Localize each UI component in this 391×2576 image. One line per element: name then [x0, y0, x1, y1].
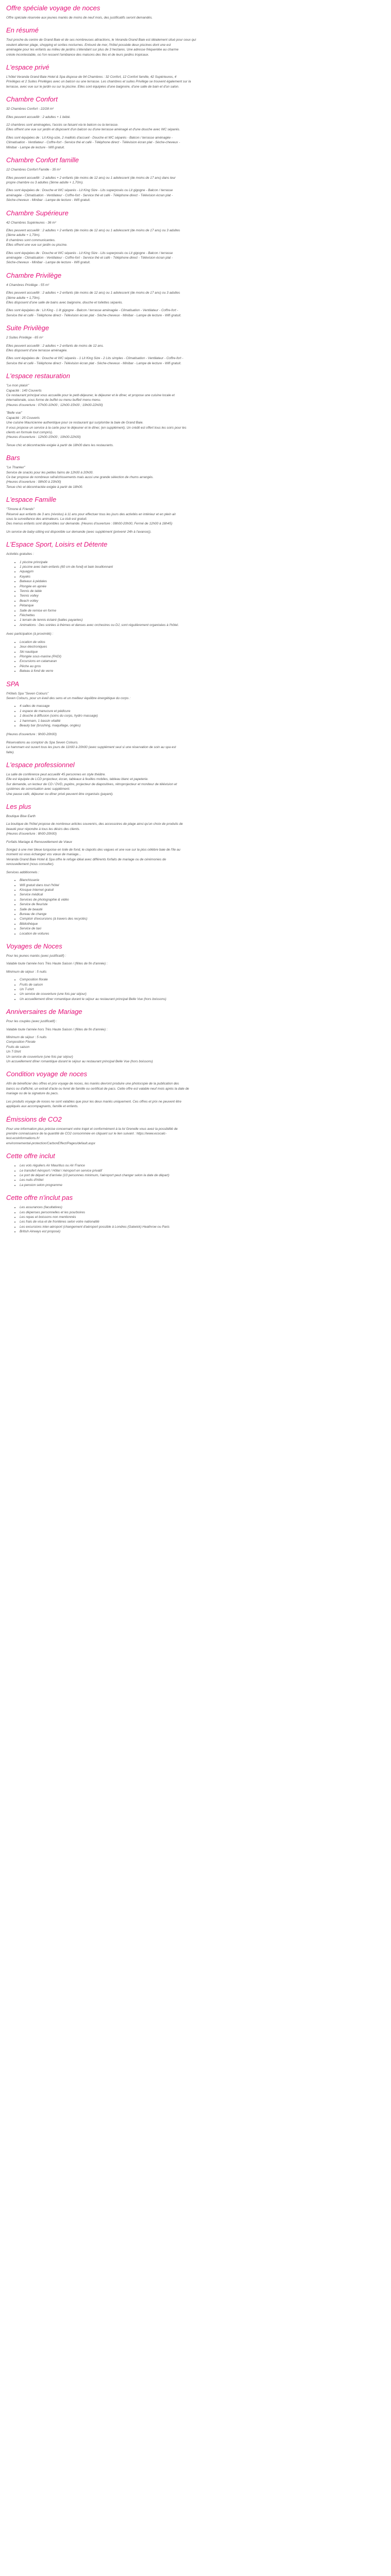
- list-item: • Plongée en apnée: [20, 584, 385, 589]
- section-title: L'espace restauration: [6, 372, 70, 380]
- section-title: Bars: [6, 454, 20, 462]
- section-title: Émissions de CO2: [6, 1115, 62, 1123]
- text-line: Sèche-cheveux - Minibar - Lampe de lecture - Wifi gratuit.: [6, 261, 91, 265]
- section-title: Voyages de Noces: [6, 942, 62, 950]
- list-item: • Kayaks: [20, 574, 385, 579]
- paragraph: [6, 632, 385, 636]
- paragraph: [6, 251, 385, 265]
- list-item: • Pétanque: [20, 603, 385, 608]
- paragraph: [6, 335, 385, 340]
- text-line: (Heures d'ouverture : 9h00-20h00): [6, 733, 57, 737]
- text-line: systèmes de sonorisation avec supplément.: [6, 787, 70, 791]
- text-line: (3ème adulte + 1,70m).: [6, 233, 41, 238]
- text-line: Elles offrent une vue sur jardin et disposent d'un balcon ou d'une terrasse aménagé et d'une douche avec WC séparés.: [6, 128, 181, 132]
- list-item: • 1 piscine principale: [20, 560, 385, 565]
- text-line: "Le mon plaisir": [6, 384, 29, 388]
- paragraph: [6, 822, 385, 836]
- text-line: environnemental-protection/CarbonEffect/Pages/default.aspx: [6, 1141, 95, 1145]
- list-item: • Service de taxi: [20, 926, 385, 931]
- paragraph: [6, 507, 385, 527]
- bullet-list: [6, 560, 385, 628]
- text-line: "Le Thanker": [6, 466, 25, 470]
- text-line: "Belle vue": [6, 411, 22, 415]
- paragraph: [6, 228, 385, 248]
- text-line: Elles disposent d'une terrasse aménagée.: [6, 349, 68, 353]
- paragraph: [6, 291, 385, 305]
- text-line: La boutique de l'hôtel propose de nombreux articles souvenirs, des accessoires de plage ainsi qu'un choix de produits de: [6, 822, 183, 826]
- text-line: l'Hôtels Spa "Seven Colours": [6, 691, 49, 696]
- list-item: • Le port de départ et d'arrivée (10 personnes minimum, l'aéroport peut changer selon la date de départ): [20, 1173, 385, 1178]
- text-line: Elles peuvent accueillir : 2 adultes + 2 enfants de moins de 12 ans.: [6, 344, 104, 348]
- text-line: faite).: [6, 750, 14, 754]
- text-line: Avec participation (à proximité) :: [6, 632, 54, 636]
- list-item: • La pension selon programme: [20, 1183, 385, 1188]
- text-line: Elles peuvent accueillir : 2 adultes + 1 bébé.: [6, 115, 71, 119]
- text-line: "Timone & Friends": [6, 507, 35, 512]
- bullet-list: [6, 1205, 385, 1234]
- bullet-list: [6, 977, 385, 1002]
- section-title: Offre spéciale voyage de noces: [6, 4, 101, 12]
- text-line: Songez à une mer bleue turquoise en toile de fond, le clapotis des vagues et une vue sur la plus célèbre baie de l'île au: [6, 848, 181, 852]
- paragraph: [6, 840, 385, 844]
- paragraph: [6, 135, 385, 150]
- text-line: Pour une information plus précise concernant votre trajet et conformément à la loi Grenelle vous avez la possibilité de: [6, 1127, 178, 1131]
- paragraph: [6, 107, 385, 111]
- text-line: Service de snacks pour les petites faims de 12h00 à 20h00.: [6, 470, 94, 474]
- text-line: moment où vous échangez vos vœux de mariage...: [6, 853, 82, 857]
- text-line: créole incontestable, où l'on ressent l'ambiance des maisons des îles et de leurs jardins tropicaux.: [6, 53, 150, 57]
- section-title: Chambre Confort: [6, 95, 58, 104]
- text-line: propre chambre ou 3 adultes (3ème adulte + 1,70m).: [6, 180, 84, 184]
- text-line: Réservé aux enfants de 3 ans (révolus) à 11 ans pour effectuer tous les jours des activités en intérieur et en plein air: [6, 512, 176, 516]
- text-line: Elles sont équipées de : Douche et WC séparés - Lit King Size - Lits superposés ou Lit gigogne - Balcon / terrasse: [6, 189, 173, 193]
- text-line: test.ecoinformations.fr/: [6, 1137, 40, 1141]
- list-item: • British Airways est proposé): [20, 1229, 385, 1234]
- text-line: (3ème adulte + 1,70m).: [6, 296, 41, 300]
- paragraph: [6, 123, 385, 132]
- section-title: SPA: [6, 680, 20, 688]
- list-item: • Un T-shirt: [20, 987, 385, 992]
- text-line: internationale, sous forme de buffet ou menu buffet/ menu menu.: [6, 398, 101, 402]
- text-line: mariage ou de la signature du pacs.: [6, 1092, 59, 1096]
- list-item: • Le transfert Aéroport / Hôtel / Aéroport en service privatif: [20, 1168, 385, 1173]
- text-line: Un service de couverture (une fois par séjour): [6, 1055, 73, 1059]
- text-line: Tenue chic et décontractée exigée à partir de 18h00 dans les restaurants.: [6, 443, 114, 447]
- paragraph: [6, 308, 385, 318]
- paragraph: [6, 870, 385, 875]
- text-line: 4 Chambres Privilège - 55 m²: [6, 283, 50, 287]
- text-line: Elle est équipée de LCD projecteur, écran, tableaux à feuilles mobiles, tableau blanc et papeterie.: [6, 777, 149, 782]
- paragraph: [6, 283, 385, 287]
- text-line: Valable toute l'année hors Très Haute Saison / (fêtes de fin d'année) :: [6, 962, 108, 966]
- list-item: • Plongée sous-marine (PADI): [20, 654, 385, 659]
- text-line: Des menus enfants sont disponibles sur demande. (Heures d'ouverture : 08h00-20h00, Fermé de 12h00 à 18h45): [6, 522, 173, 526]
- text-line: Capacité : 25 Couverts: [6, 416, 40, 420]
- list-item: • Beauty bar (brushing, maquillage, ongles): [20, 723, 385, 728]
- text-line: 2 Suites Privilège - 65 m²: [6, 336, 43, 340]
- list-item: • Jeux électroniques: [20, 645, 385, 649]
- list-item: • Un service de couverture (une fois par séjour): [20, 992, 385, 996]
- text-line: prendre connaissance de la quantité de CO2 consommée en cliquant sur le lien suivant : https://www.ecocalc-: [6, 1131, 167, 1136]
- text-line: Réservations au comptoir du Spa Seven Colours.: [6, 740, 78, 744]
- text-line: 12 chambres sont aménagées, l'accès se faisant via le balcon ou la terrasse.: [6, 123, 119, 127]
- section-title: L'espace privé: [6, 63, 50, 72]
- section-title: En résumé: [6, 26, 39, 35]
- text-line: Elles sont équipées de : Lit King-size, 2 maillots d'accueil - Douche et WC séparés - Balcon / terrasse aménagée -: [6, 135, 173, 140]
- section-title: L'Espace Sport, Loisirs et Détente: [6, 540, 108, 549]
- paragraph: [6, 691, 385, 701]
- paragraph: [6, 221, 385, 225]
- section-title: Anniversaires de Mariage: [6, 1008, 83, 1016]
- section-title: Cette offre inclut: [6, 1152, 55, 1160]
- list-item: • Kiosque Internet gratuit: [20, 888, 385, 892]
- text-line: Boutique Blue Earth: [6, 815, 36, 819]
- list-item: • Les nuits d'hôtel: [20, 1178, 385, 1182]
- list-item: • Composition florale: [20, 977, 385, 982]
- list-item: • Les repas et boissons non mentionnés: [20, 1215, 385, 1219]
- text-line: aménagée pour les enfants au milieu de jardins s'étendant sur plus de 3 hectares. Une adresse fréquentée au charme: [6, 48, 179, 52]
- text-line: Il vous propose un service à la carte pour le déjeuner et le dîner, (en supplément). Un crédit est offert tous les soirs pour les: [6, 426, 187, 430]
- list-item: • Les excursions inter-aéroport (changement d'aéroport possible à Londres (Gatwick) Heathrow ou Paris: [20, 1225, 385, 1229]
- list-item: • Blanchisserie: [20, 878, 385, 883]
- paragraph: [6, 961, 385, 966]
- section-title: Les plus: [6, 803, 31, 811]
- text-line: Forfaits Mariage & Renouvellement de Vœux: [6, 840, 72, 844]
- text-line: Activités gratuites :: [6, 552, 34, 556]
- list-item: • Comptoir d'excursions (à travers des recyclés): [20, 917, 385, 921]
- paragraph: [6, 188, 385, 202]
- paragraph: [6, 848, 385, 867]
- paragraph: [6, 1027, 385, 1032]
- text-line: Service thé et café - Téléphone direct - Télévision écran plat - Sèche-cheveux - Minibar - Lampe de lecture - Wifi gratuit.: [6, 361, 182, 365]
- text-line: bancs ou d'affiché, un extrait d'acte ou livret de famille ou certificat de pacs. Cette offre est valable neuf mois après la date de: [6, 1087, 189, 1091]
- text-line: L'hôtel Veranda Grand Baie Hotel & Spa dispose de 94 Chambres : 32 Confort, 12 Confort famille, 42 Supérieures, 4: [6, 75, 176, 79]
- text-line: beauté pour répondre à tous les désirs des clients.: [6, 827, 80, 831]
- section-title: Chambre Confort famille: [6, 156, 79, 164]
- section-title: Cette offre n'inclut pas: [6, 1194, 73, 1202]
- list-item: • Wifi gratuit dans tout l'hôtel: [20, 883, 385, 888]
- page-content: [0, 0, 391, 1234]
- paragraph: [6, 344, 385, 353]
- list-item: • Bureau de change: [20, 912, 385, 917]
- section-title: Condition voyage de noces: [6, 1070, 87, 1078]
- list-item: • Services de photographie & vidéo: [20, 897, 385, 902]
- text-line: Valable toute l'année hors Très Haute Saison / (fêtes de fin d'année) :: [6, 1027, 108, 1031]
- text-line: Tenue chic et décontractée exigée à partir de 18h00.: [6, 485, 83, 489]
- text-line: terrasse, avec vue sur le jardin ou sur la piscine. Elles sont équipées d'une baignoire, d'une salle de bain et d'un salon.: [6, 84, 180, 89]
- text-line: Elles sont équipées de : Douche et WC séparés - 1 Lit King Size - 2 Lits simples - Climatisation - Ventilateur - Coffre-fort -: [6, 357, 184, 361]
- text-line: Elles disposent d'une salle de bains avec baignoire, douche et toilettes séparés.: [6, 301, 123, 304]
- paragraph: [6, 814, 385, 819]
- list-item: • Location de voitures: [20, 931, 385, 936]
- list-item: • Pêche au gros: [20, 664, 385, 669]
- paragraph: [6, 443, 385, 448]
- list-item: • Animations : Des soirées à thèmes et danses avec orchestres ou DJ, sont régulièrement organisées à l'hôtel.: [20, 623, 385, 628]
- text-line: Minibar - Lampe de lecture - Wifi gratuit.: [6, 145, 65, 149]
- paragraph: [6, 15, 385, 20]
- list-item: • 1 douche à diffusion (soins du corps, hydro massage): [20, 714, 385, 718]
- paragraph: [6, 411, 385, 439]
- text-line: Pour les jeunes mariés (avec justificatif) :: [6, 954, 67, 958]
- text-line: Services additionnels :: [6, 870, 39, 874]
- list-item: • 4 salles de massage: [20, 704, 385, 708]
- text-line: Une cuisine Mauricienne authentique pour ce restaurant qui surplombe la baie de Grand Baie.: [6, 421, 144, 425]
- text-line: La salle de conférence peut accueillir 45 personnes en style théâtre.: [6, 773, 106, 776]
- text-line: Elles sont équipées de : Douche et WC séparés - Lit King Size - Lits superposés ou Lit gigogne - Balcon / terrasse: [6, 251, 173, 255]
- paragraph: [6, 356, 385, 366]
- text-line: 42 Chambres Supérieures - 36 m²: [6, 221, 56, 225]
- text-line: (Heures d'ouverture : 8h00-20h00): [6, 832, 57, 836]
- list-item: • Bibliothèque: [20, 922, 385, 926]
- text-line: Ce restaurant principal vous accueille pour le petit-déjeuner, le déjeuner et le dîner, et propose une cuisine locale et: [6, 394, 175, 398]
- paragraph: [6, 1099, 385, 1109]
- text-line: (Heures d'ouverture : 07h00-10h00 ; 12h00-15h00 ; 19h00-22h00): [6, 403, 103, 407]
- list-item: • Tennis volley: [20, 594, 385, 598]
- list-item: • 1 piscine avec bain enfants (60 cm de fond) et bain bouillonnant: [20, 565, 385, 569]
- text-line: Elles peuvent accueillir : 2 adultes + 2 enfants (de moins de 12 ans) ou 1 adolescent (de moins de 17 ans) dans leur: [6, 176, 176, 180]
- section-title: Chambre Supérieure: [6, 209, 69, 217]
- text-line: Climatisation - Ventilateur - Coffre-fort - Service thé et café - Téléphone direct - Télévision écran plat - Sèche-cheveux -: [6, 141, 180, 145]
- list-item: • Tennis de table: [20, 589, 385, 594]
- list-item: • Salle de beauté: [20, 907, 385, 912]
- text-line: Elles sont équipées de : Lit King - 1 lit gigogne - Balcon / terrasse aménagée - Climatisation - Ventilateur - Coffre-fort -: [6, 309, 178, 313]
- paragraph: [6, 176, 385, 185]
- text-line: aménagée - Climatisation - Ventilateur - Coffre-fort - Service thé et café - Téléphone direct - Télévision écran plat -: [6, 193, 173, 197]
- text-line: Veranda Grand Baie Hotel & Spa offre le refuge idéal avec différents forfaits de mariage ou de cérémonies de: [6, 857, 166, 861]
- section-title: Suite Privilège: [6, 324, 50, 332]
- paragraph: [6, 383, 385, 408]
- text-line: Fruits de saison: [6, 1045, 30, 1049]
- text-line: Un service de baby-sitting est disponible sur demande (avec supplément (prévenir 24h à l'avance)).: [6, 530, 152, 534]
- paragraph: [6, 38, 385, 57]
- section-title: L'espace Famille: [6, 496, 57, 504]
- paragraph: [6, 772, 385, 796]
- text-line: Elles peuvent accueillir : 2 adultes + 2 enfants (de moins de 12 ans) ou 1 adolescent (de moins de 17 ans) ou 3 adultes: [6, 291, 180, 295]
- text-line: Pour les couples (avec justificatif) :: [6, 1020, 57, 1024]
- text-line: 8 chambres sont communicantes.: [6, 238, 56, 242]
- text-line: (Heures d'ouverture : 08h00 à 23h00): [6, 480, 61, 484]
- text-line: Minimum de séjour : 5 nuits: [6, 1036, 47, 1040]
- text-line: Ce bar propose de nombreux rafraîchissements mais aussi une grande sélection de rhums arrangés.: [6, 475, 154, 479]
- text-line: Elles peuvent accueillir : 2 adultes + 2 enfants (de moins de 12 ans) ou 1 adolescent (de moins de 17 ans) ou 3 adultes: [6, 228, 180, 232]
- text-line: Service thé et café - Téléphone direct - Télévision écran plat - Sèche-cheveux - Minibar - Lampe de lecture - Wifi gratuit.: [6, 313, 182, 317]
- text-line: aménagée - Climatisation - Ventilateur - Coffre-fort - Service thé et café - Téléphone direct - Télévision écran plat -: [6, 256, 173, 260]
- bullet-list: [6, 878, 385, 936]
- text-line: Le hammam est ouvert tous les jours de 11h00 à 20h00 (avec supplément seul si une réservation de soin au spa est: [6, 745, 176, 750]
- list-item: • Les vols réguliers Air Mauritius ou Air France: [20, 1163, 385, 1168]
- text-line: renouvellement (nous consulter).: [6, 862, 55, 867]
- text-line: Un accueillement dîner romantique durant le séjour au restaurant principal Belle Vue (hors boissons): [6, 1060, 153, 1064]
- text-line: sous la surveillance des animateurs. La club est gratuit.: [6, 517, 88, 521]
- text-line: (Heures d'ouverture : 12h00-15h00 ; 19h00-22h00): [6, 435, 81, 439]
- list-item: • Salle de remise en forme: [20, 608, 385, 613]
- text-line: Tout proche du centre de Grand Baie et de ses nombreuses attractions, le Veranda Grand Baie est idéalement situé pour ceux qui: [6, 38, 196, 42]
- paragraph: [6, 732, 385, 737]
- paragraph: [6, 1019, 385, 1024]
- paragraph: [6, 954, 385, 958]
- paragraph: [6, 75, 385, 89]
- list-item: • Excursions en catamaran: [20, 659, 385, 664]
- text-line: Afin de bénéficier des offres et prix voyage de noces, les mariés devront produire une photocopie de la publication des: [6, 1082, 180, 1086]
- list-item: • Les frais de visa et de frontières selon votre nationalité: [20, 1219, 385, 1224]
- list-item: • Les assurances (facultatives): [20, 1205, 385, 1210]
- paragraph: [6, 552, 385, 556]
- list-item: • 1 espace de manucure et pédicure: [20, 709, 385, 714]
- text-line: Privilèges et 2 Suites Privilèges avec un balcon ou une terrasse. Les chambres et suites Privilège se trouvent également sur la: [6, 80, 191, 84]
- text-line: Un T-Shirt: [6, 1050, 21, 1054]
- list-item: • 1 hammam, 1 bassin vitalité: [20, 719, 385, 723]
- text-line: clients en formule tout compris).: [6, 430, 53, 434]
- text-line: Offre spéciale réservée aux jeunes mariés de moins de neuf mois, des justificatifs seront demandés.: [6, 16, 153, 20]
- text-line: Sur demande, un lecteur de CD / DVD, pupitre, projecteur de diapositives, rétroprojecteur et moniteur de télévision et: [6, 782, 177, 786]
- list-item: • Aquagym: [20, 569, 385, 574]
- section-title: Chambre Privilège: [6, 271, 61, 279]
- list-item: • Service de fleuriste: [20, 902, 385, 907]
- text-line: Capacité : 140 Couverts: [6, 388, 42, 393]
- text-line: Elles offrent une vue sur jardin ou piscine.: [6, 243, 68, 247]
- paragraph: [6, 115, 385, 120]
- text-line: Composition Florale: [6, 1040, 36, 1044]
- text-line: Seven Colours, pour un éveil des sens et un meilleur équilibre énergétique du corps :: [6, 696, 131, 700]
- list-item: • 1 terrain de tennis éclairé (balles payantes): [20, 618, 385, 622]
- paragraph: [6, 465, 385, 489]
- bullet-list: [6, 704, 385, 728]
- list-item: • Un accueillement dîner romantique durant le séjour au restaurant principal Belle Vue (hors boissons): [20, 997, 385, 1002]
- list-item: • Ski nautique: [20, 650, 385, 654]
- list-item: • Bateau à fond de verre: [20, 669, 385, 673]
- list-item: • Service médical: [20, 892, 385, 897]
- list-item: • Bateaux à pédales: [20, 579, 385, 584]
- text-line: 32 Chambres Confort - 22/28 m²: [6, 107, 54, 111]
- bullet-list: [6, 640, 385, 674]
- list-item: • Location de vélos: [20, 640, 385, 645]
- paragraph: [6, 167, 385, 172]
- text-line: Minimum de séjour : 5 nuits: [6, 970, 47, 974]
- text-line: Sèche-cheveux - Minibar - Lampe de lecture - Wifi gratuit.: [6, 198, 91, 202]
- paragraph: [6, 1127, 385, 1146]
- text-line: appliqués aux accompagnants, famille et enfants.: [6, 1105, 78, 1109]
- list-item: • Fléchettes: [20, 613, 385, 618]
- paragraph: [6, 1081, 385, 1096]
- list-item: • Fruits de saison: [20, 982, 385, 987]
- list-item: • Les dépenses personnelles et les pourboires: [20, 1210, 385, 1215]
- paragraph: [6, 970, 385, 974]
- text-line: veulent alterner plage, shopping et sorties nocturnes. Entouré de mer, l'hôtel possède deux piscines dont une est: [6, 43, 171, 47]
- paragraph: [6, 1035, 385, 1064]
- section-title: L'espace professionnel: [6, 761, 75, 769]
- text-line: Une pause café, déjeuner ou dîner privé peuvent être organisés (payant).: [6, 792, 113, 796]
- text-line: Les produits voyage de noces ne sont valables que pour les deux mariés uniquement. Ces offres et prix ne peuvent être: [6, 1099, 182, 1104]
- list-item: • Beach volley: [20, 599, 385, 603]
- paragraph: [6, 530, 385, 534]
- bullet-list: [6, 1163, 385, 1188]
- paragraph: [6, 740, 385, 755]
- text-line: 12 Chambres Confort Famille - 35 m²: [6, 168, 61, 172]
